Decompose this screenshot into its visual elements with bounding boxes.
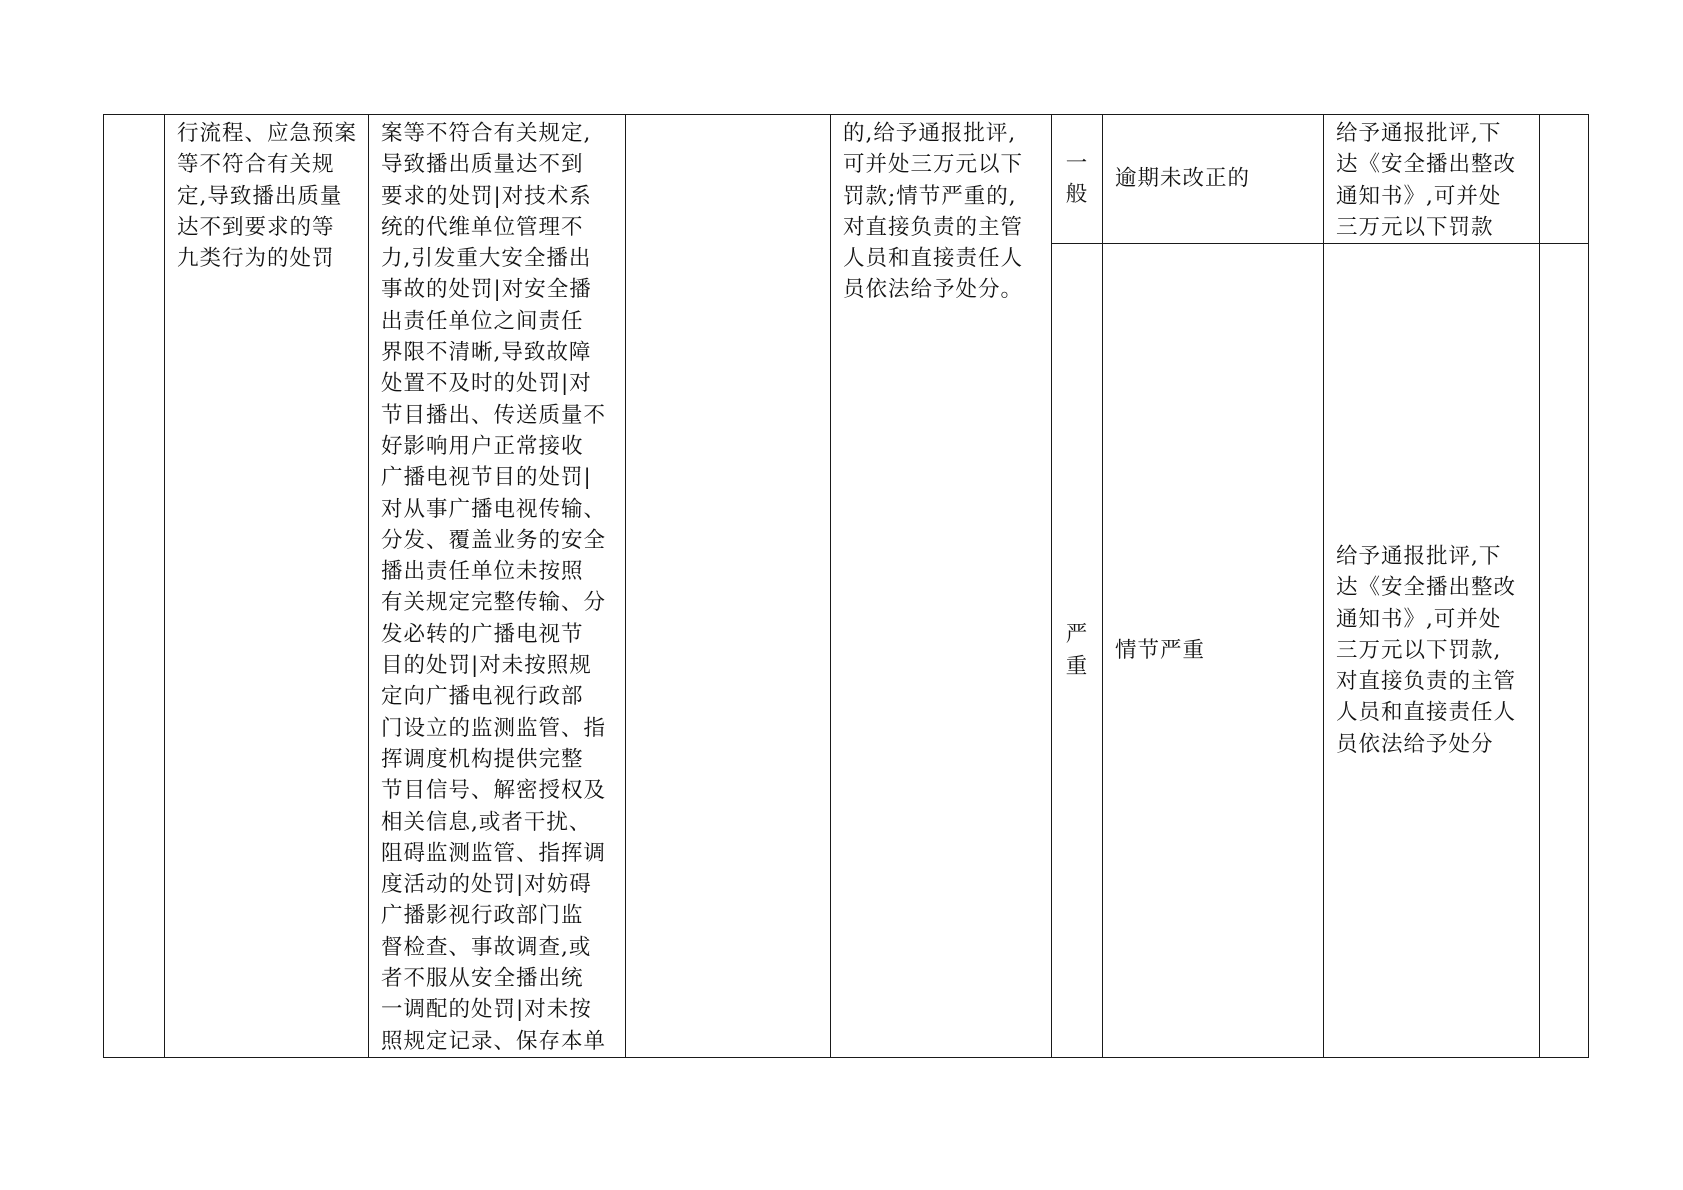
table-row (104, 115, 1589, 244)
circumstance-general: 逾期未改正的 (1115, 166, 1251, 192)
severity-level-general: 一 般 (1065, 150, 1089, 208)
penalty-provision-text: 的,给予通报批评, 可并处三万元以下 罚款;情节严重的, 对直接负责的主管 人员和直接责任人 员依法给予处分。 (843, 121, 1024, 303)
severity-level-cell (1052, 115, 1103, 244)
item-name-cell (165, 115, 369, 1058)
circumstance-cell (1103, 244, 1324, 1058)
remarks-cell (1540, 115, 1589, 244)
penalty-standard-serious: 给予通报批评,下 达《安全播出整改 通知书》,可并处 三万元以下罚款, 对直接负责的主管 人员和直接责任人 员依法给予处分 (1336, 544, 1517, 757)
penalty-table (103, 114, 1589, 1058)
penalty-standard-cell (1324, 244, 1540, 1058)
penalty-standard-cell (1324, 115, 1540, 244)
severity-level-serious: 严 重 (1065, 622, 1089, 679)
penalty-provision-cell (831, 115, 1052, 1058)
circumstance-serious: 情节严重 (1115, 637, 1206, 663)
item-name-text: 行流程、应急预案 等不符合有关规 定,导致播出质量 达不到要求的等 九类行为的处罚 (177, 121, 358, 272)
circumstance-cell (1103, 115, 1324, 244)
legal-basis-cell (626, 115, 831, 1058)
serial-number-cell (104, 115, 165, 1058)
penalty-standard-general: 给予通报批评,下 达《安全播出整改 通知书》,可并处 三万元以下罚款 (1336, 121, 1517, 240)
sub-items-cell (369, 115, 626, 1058)
remarks-cell (1540, 244, 1589, 1058)
severity-level-cell (1052, 244, 1103, 1058)
sub-items-text: 案等不符合有关规定, 导致播出质量达不到 要求的处罚|对技术系 统的代维单位管理不 力,引发重大安全播出 事故的处罚|对安全播 出责任单位之间责任 界限不清晰,导致故障 处置不及时的处罚|对 节目播出、传送质量不 好影响用户正常接收 广播电视节目的处罚| 对从事广播电视传输、 分发、覆盖业务的安全 播出责任单位未按照 有关规定完整传输、分 发必转的广播电视节 目的处罚|对未按照规 定向广播电视行政部 门设立的监测监管、指 挥调度机构提供完整 节目信号、解密授权及 相关信息,或者干扰、 阻碍监测监管、指挥调 度活动的处罚|对妨碍 广播影视行政部门监 督检查、事故调查,或 者不服从安全播出统 一调配的处罚|对未按 照规定记录、保存本单 (381, 121, 607, 1054)
